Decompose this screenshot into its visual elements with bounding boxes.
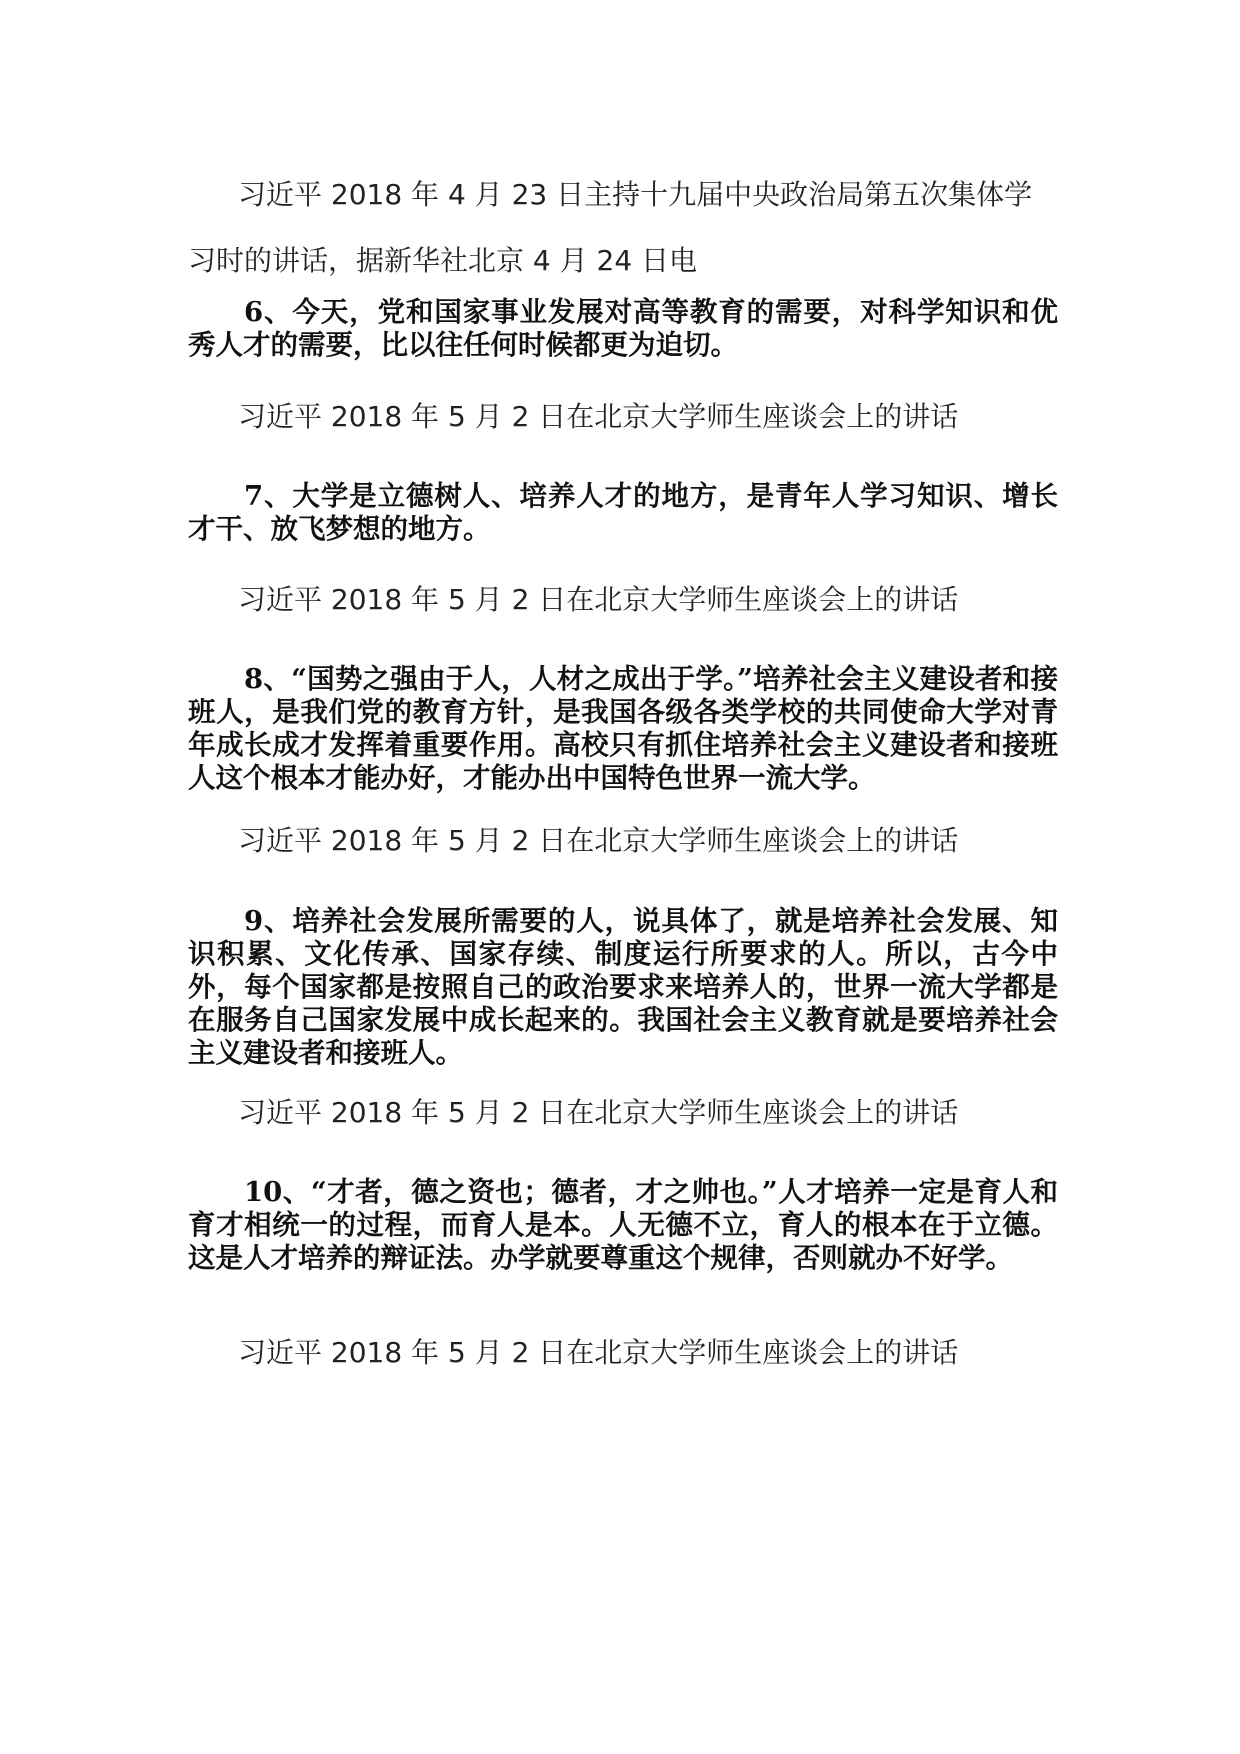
quote-8: 8、“国势之强由于人，人材之成出于学。”培养社会主义建设者和接班人，是我们党的教育方针，是我国各级各类学校的共同使命大学对青年成长成才发挥着重要作用。高校只有抓住培养社会主义建设者和接班人这个根本才能办好，才能办出中国特色世界一流大学。 [188,663,1058,794]
source-note-1: 习近平 2018 年 4 月 23 日主持十九届中央政治局第五次集体学习时的讲话，据新华社北京 4 月 24 日电 [188,178,1033,277]
source-note-6: 习近平 2018 年 5 月 2 日在北京大学师生座谈会上的讲话 [238,1336,959,1369]
source-note-2: 习近平 2018 年 5 月 2 日在北京大学师生座谈会上的讲话 [238,400,959,433]
source-note-3: 习近平 2018 年 5 月 2 日在北京大学师生座谈会上的讲话 [238,583,959,616]
quote-10: 10、“才者，德之资也；德者，才之帅也。”人才培养一定是育人和育才相统一的过程，而育人是本。人无德不立，育人的根本在于立德。这是人才培养的辩证法。办学就要尊重这个规律，否则就办不好学。 [188,1176,1058,1274]
source-note-5: 习近平 2018 年 5 月 2 日在北京大学师生座谈会上的讲话 [238,1096,959,1129]
quote-7: 7、大学是立德树人、培养人才的地方，是青年人学习知识、增长才干、放飞梦想的地方。 [188,480,1058,545]
source-note-4: 习近平 2018 年 5 月 2 日在北京大学师生座谈会上的讲话 [238,824,959,857]
quote-6: 6、今天，党和国家事业发展对高等教育的需要，对科学知识和优秀人才的需要，比以往任何时候都更为迫切。 [188,296,1058,361]
quote-9: 9、培养社会发展所需要的人，说具体了，就是培养社会发展、知识积累、文化传承、国家存续、制度运行所要求的人。所以，古今中外，每个国家都是按照自己的政治要求来培养人的，世界一流大学都是在服务自己国家发展中成长起来的。我国社会主义教育就是要培养社会主义建设者和接班人。 [188,905,1058,1069]
